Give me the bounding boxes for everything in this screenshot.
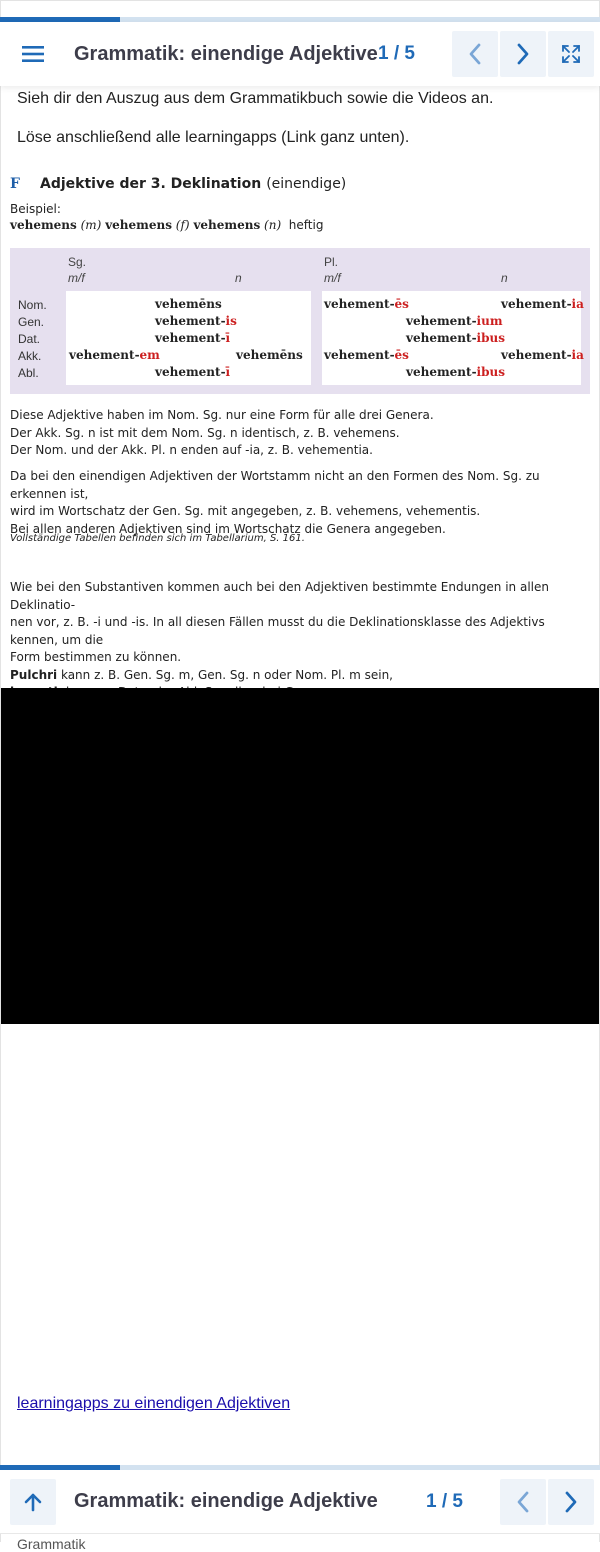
form-sg-abl: vehement-ī xyxy=(155,365,231,379)
example-gender: (n) xyxy=(264,218,282,232)
intro-line-2: Löse anschließend alle learningapps (Link ganz unten). xyxy=(17,129,410,146)
note-line: Diese Adjektive haben im Nom. Sg. nur eine Form für alle drei Genera. xyxy=(10,408,434,422)
case-label: Dat. xyxy=(18,332,41,346)
pl-mf-header: m/f xyxy=(324,271,341,285)
chevron-left-icon xyxy=(468,43,482,65)
next-section-peek: Grammatik xyxy=(17,1536,86,1552)
grammar-excerpt xyxy=(10,172,592,232)
case-label: Akk. xyxy=(18,349,42,363)
chevron-right-icon xyxy=(564,1491,578,1513)
singular-header: Sg. xyxy=(68,255,87,269)
note-line: Form bestimmen zu können. xyxy=(10,650,182,664)
page-counter: 1 / 5 xyxy=(378,43,415,64)
example-word: Pulchri xyxy=(10,667,58,682)
form-sg-akk-n: vehemēns xyxy=(236,348,303,362)
example-gender: (f) xyxy=(175,218,190,232)
case-label: Abl. xyxy=(18,366,39,380)
case-label: Nom. xyxy=(18,298,47,312)
form-sg-akk-mf: vehement-em xyxy=(69,348,160,362)
note-line: Wie bei den Substantiven kommen auch bei den Adjektiven bestimmte Endungen in allen Deklinatio- xyxy=(10,580,549,612)
case-label: Gen. xyxy=(18,315,45,329)
pl-n-header: n xyxy=(501,271,508,285)
previous-page-button-bottom[interactable] xyxy=(500,1479,546,1525)
previous-page-button[interactable] xyxy=(452,31,498,77)
example-gender: (m) xyxy=(80,218,102,232)
chevron-right-icon xyxy=(516,43,530,65)
example-word: vehemens xyxy=(10,218,77,232)
example-word: vehemens xyxy=(105,218,172,232)
declension-table xyxy=(10,248,590,394)
intro-line-1: Sieh dir den Auszug aus dem Grammatikbuch sowie die Videos an. xyxy=(17,90,494,107)
form-pl-dat: vehement-ibus xyxy=(406,331,505,345)
example-word: vehemens xyxy=(193,218,261,232)
scroll-to-top-button[interactable] xyxy=(10,1479,56,1525)
rules-paragraph-2 xyxy=(10,468,595,538)
learningapps-link[interactable]: learningapps zu einendigen Adjektiven xyxy=(17,1395,291,1412)
fullscreen-button[interactable] xyxy=(548,31,594,77)
sg-n-header: n xyxy=(235,271,242,285)
rules-paragraph-3 xyxy=(10,579,595,702)
page-title: Grammatik: einendige Adjektive xyxy=(74,42,378,65)
note-line xyxy=(10,667,595,685)
example-meaning: heftig xyxy=(288,218,324,232)
singular-forms-box xyxy=(66,291,311,385)
form-pl-abl: vehement-ibus xyxy=(406,365,505,379)
rules-paragraph-1 xyxy=(10,407,595,460)
note-line: Bei allen anderen Adjektiven sind im Wortschatz die Genera angegeben. xyxy=(10,521,446,536)
arrow-up-icon xyxy=(23,1492,43,1512)
heading-rest: (einendige) xyxy=(266,176,347,192)
form-pl-nom-n: vehement-ia xyxy=(501,297,584,311)
top-navbar xyxy=(0,22,600,86)
menu-button[interactable] xyxy=(10,31,56,77)
heading-bold: Adjektive der 3. Deklination xyxy=(40,176,262,192)
form-pl-akk-n: vehement-ia xyxy=(501,348,584,362)
menu-icon xyxy=(22,45,44,63)
page-title-bottom: Grammatik: einendige Adjektive xyxy=(74,1490,378,1512)
example-label: Beispiel: xyxy=(10,202,61,216)
note-line: Der Nom. und der Akk. Pl. n enden auf -ia, z. B. vehementia. xyxy=(10,443,373,457)
next-page-button-bottom[interactable] xyxy=(548,1479,594,1525)
form-pl-akk-mf: vehement-ēs xyxy=(324,348,409,362)
chevron-left-icon xyxy=(516,1491,530,1513)
plural-forms-box xyxy=(322,291,584,385)
section-letter: F xyxy=(10,176,20,192)
case-labels xyxy=(18,297,47,382)
note-text: kann z. B. Gen. Sg. m, Gen. Sg. n oder Nom. Pl. m sein, xyxy=(60,667,393,682)
note-line: nen vor, z. B. -i und -is. In all diesen Fällen musst du die Deklinationsklasse des Adjektivs kennen, um die xyxy=(10,615,545,647)
tabellarium-note: Vollständige Tabellen befinden sich im Tabellarium, S. 161. xyxy=(10,533,305,544)
form-pl-nom-mf: vehement-ēs xyxy=(324,297,409,311)
form-sg-dat: vehement-ī xyxy=(155,331,231,345)
example-line xyxy=(10,218,592,232)
plural-header: Pl. xyxy=(324,255,339,269)
form-sg-gen: vehement-is xyxy=(155,314,237,328)
page-counter-bottom: 1 / 5 xyxy=(426,1490,463,1512)
next-page-button[interactable] xyxy=(500,31,546,77)
sg-mf-header: m/f xyxy=(68,271,85,285)
note-line: Der Akk. Sg. n ist mit dem Nom. Sg. n identisch, z. B. vehemens. xyxy=(10,425,400,440)
note-line: Da bei den einendigen Adjektiven der Wortstamm nicht an den Formen des Nom. Sg. zu erkennen ist, xyxy=(10,469,540,501)
note-line: wird im Wortschatz der Gen. Sg. mit angegeben, z. B. vehemens, vehementis. xyxy=(10,504,481,518)
video-player[interactable] xyxy=(1,688,599,1024)
form-sg-nom: vehemēns xyxy=(155,297,222,311)
form-pl-gen: vehement-ium xyxy=(406,314,503,328)
expand-icon xyxy=(562,45,580,63)
excerpt-heading xyxy=(10,172,592,196)
bottom-navbar xyxy=(0,1470,600,1534)
